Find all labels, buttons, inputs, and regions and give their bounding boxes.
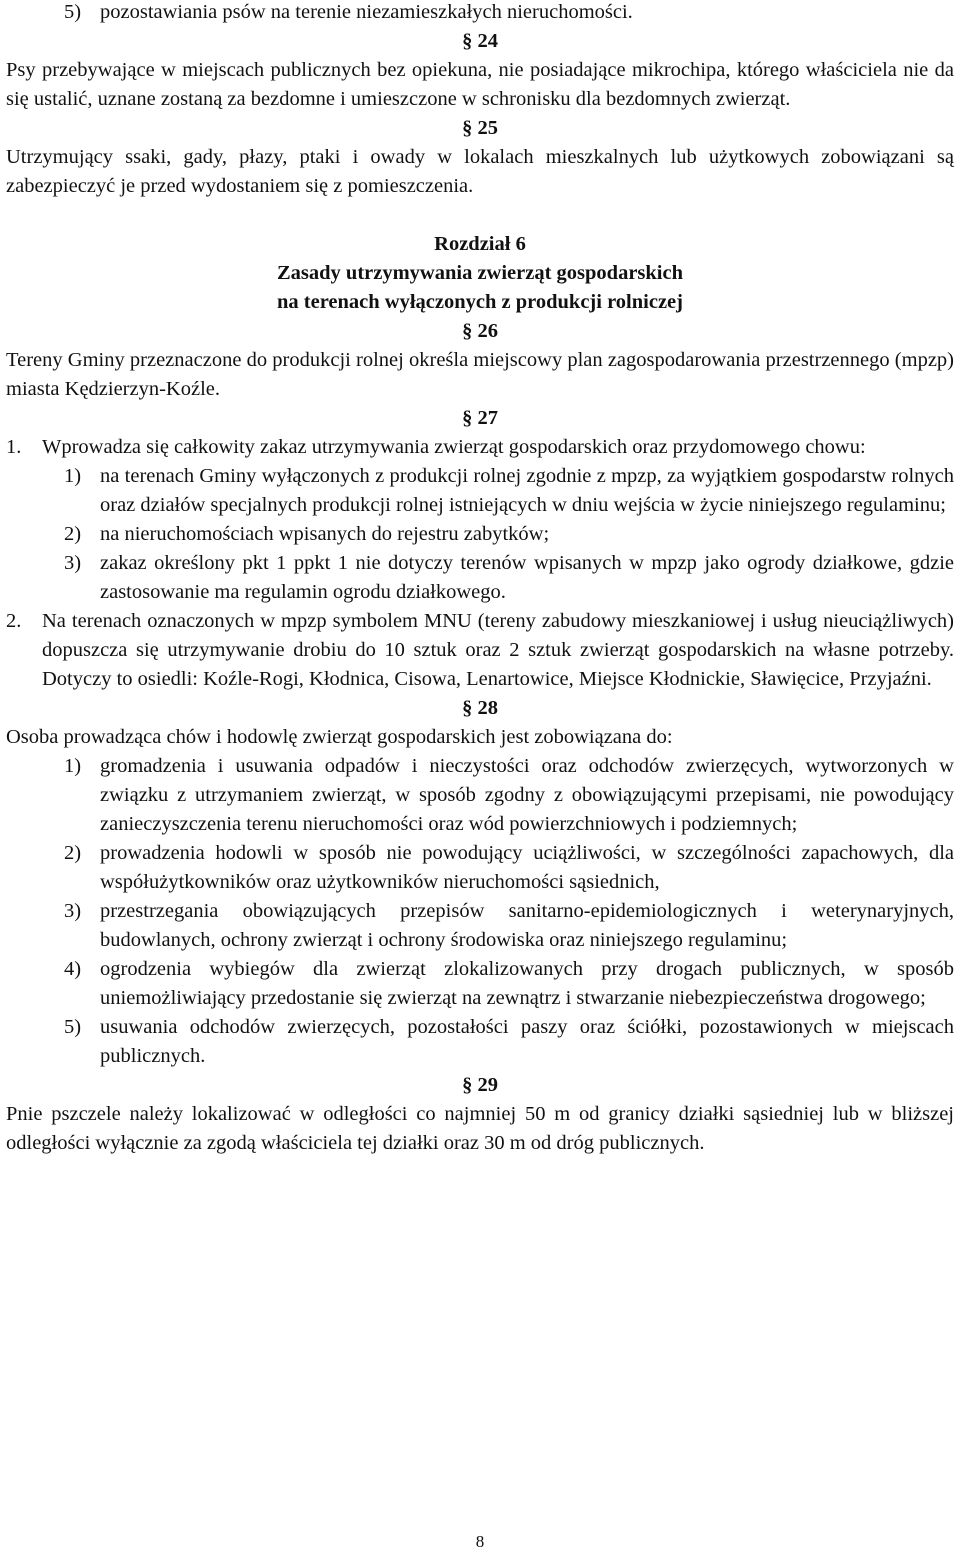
section-heading-26: § 26 (462, 320, 498, 342)
item-number: 1) (64, 755, 82, 777)
section-heading-27: § 27 (462, 407, 498, 429)
list-item (6, 752, 954, 839)
item-text: przestrzegania obowiązujących przepisów sanitarno-epidemiologicznych i weterynaryjnych, budowlanych, ochrony zwierząt i ochrony środowiska oraz niniejszego regulaminu; (100, 900, 954, 951)
list-item (6, 955, 954, 1013)
chapter-number: Rozdział 6 (434, 233, 526, 255)
item-text: na nieruchomościach wpisanych do rejestru zabytków; (100, 523, 550, 545)
section-heading-25: § 25 (462, 117, 498, 139)
list-item (6, 520, 954, 549)
list-item (6, 462, 954, 520)
item-number: 3) (64, 900, 82, 922)
paragraph-text: Na terenach oznaczonych w mpzp symbolem MNU (tereny zabudowy mieszkaniowej i usług nieuciążliwych) dopuszcza się utrzymywanie drobiu do 10 sztuk oraz 2 sztuk zwierząt gospodarskich na własne potrzeby. Dotyczy to osiedli: Koźle-Rogi, Kłodnica, Cisowa, Lenartowice, Miejsce Kłodnickie, Sławięcice, Przyjaźni. (42, 610, 954, 690)
list-item (6, 0, 954, 27)
list-item (6, 1013, 954, 1071)
item-number: 3) (64, 552, 82, 574)
paragraph-text: Wprowadza się całkowity zakaz utrzymywania zwierząt gospodarskich oraz przydomowego chowu: (42, 436, 866, 458)
section-29-text: Pnie pszczele należy lokalizować w odległości co najmniej 50 m od granicy działki sąsiedniej lub w bliższej odległości wyłącznie za zgodą właściciela tej działki oraz 30 m od dróg publicznych. (6, 1103, 954, 1154)
item-number: 2) (64, 523, 82, 545)
item-text: zakaz określony pkt 1 ppkt 1 nie dotyczy terenów wpisanych w mpzp jako ogrody działkowe, gdzie zastosowanie ma regulamin ogrodu działkowego. (100, 552, 954, 603)
item-number: 2) (64, 842, 82, 864)
paragraph-number: 1. (6, 436, 22, 458)
item-text: pozostawiania psów na terenie niezamieszkałych nieruchomości. (100, 1, 633, 23)
item-text: gromadzenia i usuwania odpadów i nieczystości oraz odchodów zwierzęcych, wytworzonych w związku z utrzymaniem zwierząt, w sposób zgodny z obowiązującymi przepisami, nie powodujący zanieczyszczenia terenu nieruchomości oraz wód powierzchniowych i podziemnych; (100, 755, 954, 835)
section-heading-29: § 29 (462, 1074, 498, 1096)
item-text: ogrodzenia wybiegów dla zwierząt zlokalizowanych przy drogach publicznych, w sposób uniemożliwiający przedostanie się zwierząt na zewnątrz i stwarzanie niebezpieczeństwa drogowego; (100, 958, 954, 1009)
paragraph-2 (6, 607, 954, 694)
section-26-text: Tereny Gminy przeznaczone do produkcji rolnej określa miejscowy plan zagospodarowania przestrzennego (mpzp) miasta Kędzierzyn-Koźle. (6, 349, 954, 400)
section-heading-28: § 28 (462, 697, 498, 719)
item-number: 5) (64, 1, 82, 23)
spacer (6, 201, 954, 230)
item-number: 1) (64, 465, 82, 487)
document-page (6, 0, 954, 1158)
section-heading-24: § 24 (462, 30, 498, 52)
paragraph-number: 2. (6, 610, 22, 632)
section-28-intro: Osoba prowadząca chów i hodowlę zwierząt gospodarskich jest zobowiązana do: (6, 726, 673, 748)
item-text: na terenach Gminy wyłączonych z produkcji rolnej zgodnie z mpzp, za wyjątkiem gospodarstw rolnych oraz działów specjalnych produkcji rolnej istniejących w dniu wejścia w życie niniejszego regulaminu; (100, 465, 954, 516)
item-number: 4) (64, 958, 82, 980)
paragraph-1 (6, 433, 954, 462)
section-24-text: Psy przebywające w miejscach publicznych bez opiekuna, nie posiadające mikrochipa, którego właściciela nie da się ustalić, uznane zostaną za bezdomne i umieszczone w schronisku dla bezdomnych zwierząt. (6, 59, 954, 110)
list-item (6, 839, 954, 897)
chapter-title-line-1: Zasady utrzymywania zwierząt gospodarskich (276, 262, 683, 284)
chapter-title-line-2: na terenach wyłączonych z produkcji rolniczej (277, 291, 683, 313)
item-text: prowadzenia hodowli w sposób nie powodujący uciążliwości, w szczególności zapachowych, dla współużytkowników oraz użytkowników nieruchomości sąsiednich, (100, 842, 954, 893)
item-number: 5) (64, 1016, 82, 1038)
list-item (6, 549, 954, 607)
section-25-text: Utrzymujący ssaki, gady, płazy, ptaki i owady w lokalach mieszkalnych lub użytkowych zobowiązani są zabezpieczyć je przed wydostaniem się z pomieszczenia. (6, 146, 954, 197)
list-item (6, 897, 954, 955)
page-number: 8 (475, 1532, 485, 1551)
item-text: usuwania odchodów zwierzęcych, pozostałości paszy oraz ściółki, pozostawionych w miejscach publicznych. (100, 1016, 954, 1067)
